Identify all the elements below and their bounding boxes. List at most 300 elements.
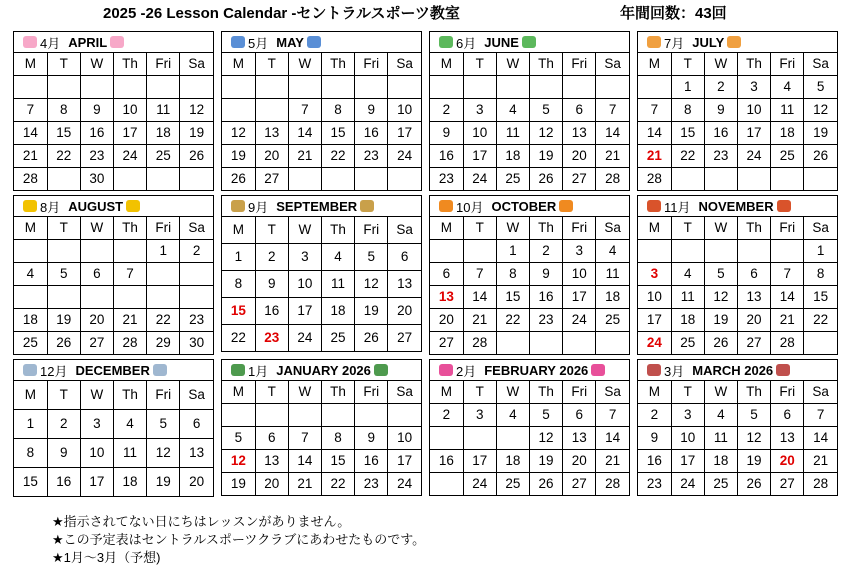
month-header (430, 360, 629, 381)
month-calendar (221, 359, 422, 496)
month-calendar (637, 359, 838, 496)
day-cell (321, 168, 354, 191)
day-cell: 7 (288, 427, 321, 450)
week-row (14, 468, 213, 497)
day-cell (255, 99, 288, 122)
day-cell: 12 (222, 122, 255, 145)
weekday-header: Sa (180, 53, 213, 76)
day-cell: 23 (255, 325, 288, 352)
week-row (430, 240, 629, 263)
weekday-header: Th (321, 381, 354, 404)
day-cell: 14 (288, 450, 321, 473)
day-cell: 5 (529, 99, 562, 122)
day-cell: 24 (463, 473, 496, 496)
day-cell: 6 (737, 263, 770, 286)
day-cell: 8 (222, 271, 255, 298)
day-cell: 17 (80, 468, 113, 497)
weekday-header: Sa (596, 217, 629, 240)
month-number: 3月 (664, 363, 685, 379)
weekday-header: W (704, 381, 737, 404)
day-cell (388, 76, 421, 99)
day-cell (529, 76, 562, 99)
day-cell: 6 (255, 427, 288, 450)
week-row (14, 439, 213, 468)
day-cell (463, 76, 496, 99)
day-cell: 17 (737, 122, 770, 145)
day-cell: 26 (704, 332, 737, 355)
month-number: 6月 (456, 35, 477, 51)
month-name: OCTOBER (491, 198, 557, 214)
weekday-header: W (496, 217, 529, 240)
week-row (14, 122, 213, 145)
day-cell: 3 (737, 76, 770, 99)
day-cell (496, 427, 529, 450)
hearts-icon (439, 364, 453, 376)
day-cell: 7 (14, 99, 47, 122)
weekday-header: M (430, 381, 463, 404)
day-cell: 21 (596, 450, 629, 473)
week-row (430, 263, 629, 286)
month-calendar (429, 195, 630, 355)
day-cell: 19 (222, 473, 255, 496)
day-cell: 1 (671, 76, 704, 99)
day-cell: 4 (771, 76, 804, 99)
day-cell: 24 (563, 309, 596, 332)
day-cell: 1 (14, 410, 47, 439)
day-cell (430, 473, 463, 496)
day-cell: 11 (704, 427, 737, 450)
day-cell: 27 (255, 168, 288, 191)
day-cell: 17 (388, 122, 421, 145)
day-cell: 2 (430, 404, 463, 427)
day-cell: 17 (288, 298, 321, 325)
day-cell: 13 (255, 450, 288, 473)
note-line: ★この予定表はセントラルスポーツクラブにあわせたものです。 (52, 532, 426, 547)
sakura-icon (23, 36, 37, 48)
day-cell: 17 (671, 450, 704, 473)
weekday-header: Th (321, 217, 354, 244)
day-cell: 6 (563, 99, 596, 122)
day-cell (638, 76, 671, 99)
week-row (638, 286, 837, 309)
day-cell: 5 (355, 244, 388, 271)
week-row (430, 473, 629, 496)
week-row (638, 263, 837, 286)
month-table (222, 53, 421, 190)
month-header (430, 196, 629, 217)
day-cell: 27 (737, 332, 770, 355)
month-name: JUNE (484, 34, 519, 50)
day-cell: 7 (596, 404, 629, 427)
month-header (222, 32, 421, 53)
day-cell: 17 (638, 309, 671, 332)
month-number: 12月 (40, 363, 68, 379)
week-row (430, 332, 629, 355)
day-cell: 20 (563, 145, 596, 168)
day-cell (596, 76, 629, 99)
day-cell (737, 240, 770, 263)
day-cell (113, 240, 146, 263)
day-cell: 27 (563, 473, 596, 496)
day-cell (430, 427, 463, 450)
day-cell: 12 (804, 99, 837, 122)
month-header (430, 32, 629, 53)
day-cell (804, 168, 837, 191)
weekday-header: W (496, 381, 529, 404)
day-cell (288, 168, 321, 191)
weekday-header: M (222, 381, 255, 404)
day-cell (80, 286, 113, 309)
day-cell: 10 (671, 427, 704, 450)
day-cell: 28 (771, 332, 804, 355)
day-cell: 18 (671, 309, 704, 332)
week-row (14, 240, 213, 263)
week-row (14, 410, 213, 439)
day-cell: 19 (47, 309, 80, 332)
day-cell: 7 (804, 404, 837, 427)
day-cell: 16 (430, 145, 463, 168)
weekday-header: T (47, 381, 80, 410)
day-cell: 8 (47, 99, 80, 122)
weekday-header: W (288, 217, 321, 244)
carp-streamer-icon (307, 36, 321, 48)
weekday-header: T (255, 381, 288, 404)
day-cell: 2 (430, 99, 463, 122)
day-cell: 5 (222, 427, 255, 450)
day-cell: 4 (671, 263, 704, 286)
month-name: DECEMBER (75, 362, 150, 378)
weekday-header: W (80, 217, 113, 240)
day-cell (496, 332, 529, 355)
day-cell: 19 (737, 450, 770, 473)
month-table (430, 381, 629, 495)
day-cell: 28 (14, 168, 47, 191)
day-cell: 7 (288, 99, 321, 122)
month-name: FEBRUARY 2026 (484, 362, 589, 378)
month-number: 7月 (664, 35, 685, 51)
day-cell: 16 (355, 450, 388, 473)
weekday-header: T (463, 381, 496, 404)
day-cell: 26 (737, 473, 770, 496)
day-cell: 7 (771, 263, 804, 286)
weekday-header: Th (529, 381, 562, 404)
day-cell: 10 (388, 99, 421, 122)
weekday-header: W (80, 381, 113, 410)
day-cell (180, 168, 213, 191)
day-cell: 4 (14, 263, 47, 286)
month-name: JANUARY 2026 (276, 362, 371, 378)
day-cell (14, 76, 47, 99)
day-cell (47, 168, 80, 191)
day-cell (180, 263, 213, 286)
kadomatsu-icon (231, 364, 245, 376)
weekday-header: M (14, 53, 47, 76)
day-cell: 6 (180, 410, 213, 439)
weekday-header: M (430, 217, 463, 240)
day-cell: 22 (671, 145, 704, 168)
day-cell: 19 (355, 298, 388, 325)
day-cell (47, 76, 80, 99)
week-row (430, 122, 629, 145)
day-cell: 3 (80, 410, 113, 439)
note-line: ★指示されてない日にちはレッスンがありません。 (52, 514, 351, 529)
day-cell: 25 (704, 473, 737, 496)
day-cell: 20 (771, 450, 804, 473)
day-cell: 17 (463, 145, 496, 168)
month-table (222, 381, 421, 495)
day-cell: 19 (529, 450, 562, 473)
day-cell: 16 (355, 122, 388, 145)
day-cell: 12 (737, 427, 770, 450)
day-cell: 11 (671, 286, 704, 309)
day-cell (355, 76, 388, 99)
week-row (14, 309, 213, 332)
day-cell (771, 240, 804, 263)
day-cell: 24 (113, 145, 146, 168)
day-cell (113, 76, 146, 99)
day-cell: 27 (430, 332, 463, 355)
frog-icon (439, 36, 453, 48)
day-cell: 25 (496, 473, 529, 496)
day-cell: 7 (113, 263, 146, 286)
day-cell: 2 (180, 240, 213, 263)
susuki-grass-icon (231, 200, 245, 212)
day-cell: 7 (463, 263, 496, 286)
day-cell (430, 76, 463, 99)
day-cell: 23 (180, 309, 213, 332)
day-cell (222, 99, 255, 122)
day-cell: 1 (496, 240, 529, 263)
day-cell: 7 (638, 99, 671, 122)
week-row (14, 286, 213, 309)
day-cell: 5 (529, 404, 562, 427)
day-cell (14, 240, 47, 263)
day-cell (430, 240, 463, 263)
day-cell (671, 240, 704, 263)
day-cell (180, 286, 213, 309)
weekday-header: T (671, 381, 704, 404)
day-cell: 13 (563, 122, 596, 145)
day-cell: 17 (113, 122, 146, 145)
day-cell: 19 (704, 309, 737, 332)
sunflower-icon (126, 200, 140, 212)
day-cell: 3 (563, 240, 596, 263)
day-cell (147, 168, 180, 191)
day-cell: 21 (596, 145, 629, 168)
week-row (638, 240, 837, 263)
week-row (430, 309, 629, 332)
day-cell: 18 (496, 145, 529, 168)
month-number: 10月 (456, 199, 484, 215)
day-cell (147, 76, 180, 99)
day-cell: 6 (388, 244, 421, 271)
month-number: 9月 (248, 199, 269, 215)
weekday-header: W (288, 53, 321, 76)
day-cell: 5 (704, 263, 737, 286)
weekday-header: Sa (804, 53, 837, 76)
notes (52, 513, 425, 567)
week-row (222, 76, 421, 99)
weekday-header: Th (113, 217, 146, 240)
day-cell (388, 404, 421, 427)
day-cell: 18 (321, 298, 354, 325)
day-cell: 28 (804, 473, 837, 496)
month-number: 5月 (248, 35, 269, 51)
day-cell: 12 (222, 450, 255, 473)
day-cell: 25 (14, 332, 47, 355)
weekday-header: Th (529, 217, 562, 240)
weekday-header: T (671, 53, 704, 76)
day-cell: 15 (321, 122, 354, 145)
weekday-header: M (222, 53, 255, 76)
day-cell: 10 (288, 271, 321, 298)
day-cell (737, 168, 770, 191)
day-cell (47, 286, 80, 309)
month-table (222, 217, 421, 351)
day-cell: 18 (14, 309, 47, 332)
month-header (222, 196, 421, 217)
day-cell: 20 (430, 309, 463, 332)
week-row (222, 298, 421, 325)
week-row (14, 76, 213, 99)
weekday-header: T (671, 217, 704, 240)
day-cell: 27 (771, 473, 804, 496)
day-cell: 10 (388, 427, 421, 450)
day-cell: 24 (288, 325, 321, 352)
week-row (638, 473, 837, 496)
day-cell: 16 (704, 122, 737, 145)
day-cell: 9 (47, 439, 80, 468)
weekday-header: Th (737, 53, 770, 76)
day-cell: 20 (80, 309, 113, 332)
day-cell: 19 (529, 145, 562, 168)
carp-streamer-icon (231, 36, 245, 48)
susuki-grass-icon (360, 200, 374, 212)
day-cell: 12 (147, 439, 180, 468)
day-cell: 13 (771, 427, 804, 450)
day-cell: 19 (147, 468, 180, 497)
day-cell: 6 (80, 263, 113, 286)
day-cell: 3 (288, 244, 321, 271)
day-cell: 25 (496, 168, 529, 191)
day-cell: 19 (804, 122, 837, 145)
weekday-header: T (255, 217, 288, 244)
day-cell: 12 (529, 122, 562, 145)
week-row (638, 122, 837, 145)
day-cell: 26 (804, 145, 837, 168)
day-cell: 24 (463, 168, 496, 191)
weekday-header: T (463, 217, 496, 240)
day-cell (463, 427, 496, 450)
month-name: MAY (276, 34, 304, 50)
weekday-header: Fri (355, 217, 388, 244)
day-cell (288, 404, 321, 427)
day-cell: 26 (529, 473, 562, 496)
day-cell: 10 (563, 263, 596, 286)
week-row (638, 332, 837, 355)
day-cell: 23 (638, 473, 671, 496)
day-cell: 9 (80, 99, 113, 122)
day-cell: 4 (496, 99, 529, 122)
tanabata-icon (727, 36, 741, 48)
day-cell (321, 76, 354, 99)
day-cell (671, 168, 704, 191)
day-cell: 14 (288, 122, 321, 145)
day-cell: 15 (496, 286, 529, 309)
month-name: MARCH 2026 (692, 362, 774, 378)
day-cell: 6 (430, 263, 463, 286)
weekday-header: M (222, 217, 255, 244)
week-row (430, 427, 629, 450)
week-row (638, 404, 837, 427)
month-table (14, 381, 213, 496)
weekday-header: Fri (771, 381, 804, 404)
day-cell: 23 (704, 145, 737, 168)
day-cell: 28 (638, 168, 671, 191)
day-cell: 18 (704, 450, 737, 473)
day-cell: 8 (14, 439, 47, 468)
day-cell (638, 240, 671, 263)
month-table (638, 217, 837, 354)
day-cell: 2 (529, 240, 562, 263)
day-cell: 20 (563, 450, 596, 473)
day-cell: 23 (430, 168, 463, 191)
weekday-header: Fri (147, 217, 180, 240)
weekday-header: Sa (180, 217, 213, 240)
day-cell: 15 (321, 450, 354, 473)
week-row (222, 271, 421, 298)
day-cell: 21 (638, 145, 671, 168)
day-cell: 16 (47, 468, 80, 497)
weekday-header: T (255, 53, 288, 76)
weekday-header: Sa (596, 381, 629, 404)
weekday-header: Fri (355, 53, 388, 76)
day-cell: 18 (496, 450, 529, 473)
weekday-header: Fri (355, 381, 388, 404)
day-cell: 10 (463, 122, 496, 145)
day-cell: 22 (321, 145, 354, 168)
day-cell: 25 (596, 309, 629, 332)
day-cell: 26 (47, 332, 80, 355)
day-cell: 15 (14, 468, 47, 497)
day-cell (80, 76, 113, 99)
pumpkin-icon (439, 200, 453, 212)
day-cell: 18 (596, 286, 629, 309)
week-row (222, 168, 421, 191)
day-cell: 12 (355, 271, 388, 298)
day-cell: 11 (321, 271, 354, 298)
day-cell: 17 (563, 286, 596, 309)
note-line: ★1月～3月（予想) (52, 550, 161, 565)
day-cell (704, 240, 737, 263)
day-cell: 22 (147, 309, 180, 332)
month-header (14, 32, 213, 53)
day-cell: 15 (671, 122, 704, 145)
day-cell: 23 (80, 145, 113, 168)
day-cell: 16 (430, 450, 463, 473)
day-cell: 30 (180, 332, 213, 355)
day-cell: 20 (388, 298, 421, 325)
day-cell: 20 (180, 468, 213, 497)
day-cell: 4 (596, 240, 629, 263)
day-cell: 14 (771, 286, 804, 309)
weekday-header: Fri (147, 381, 180, 410)
day-cell: 7 (596, 99, 629, 122)
day-cell: 2 (638, 404, 671, 427)
month-number: 4月 (40, 35, 61, 51)
week-row (430, 404, 629, 427)
weekday-header: W (496, 53, 529, 76)
